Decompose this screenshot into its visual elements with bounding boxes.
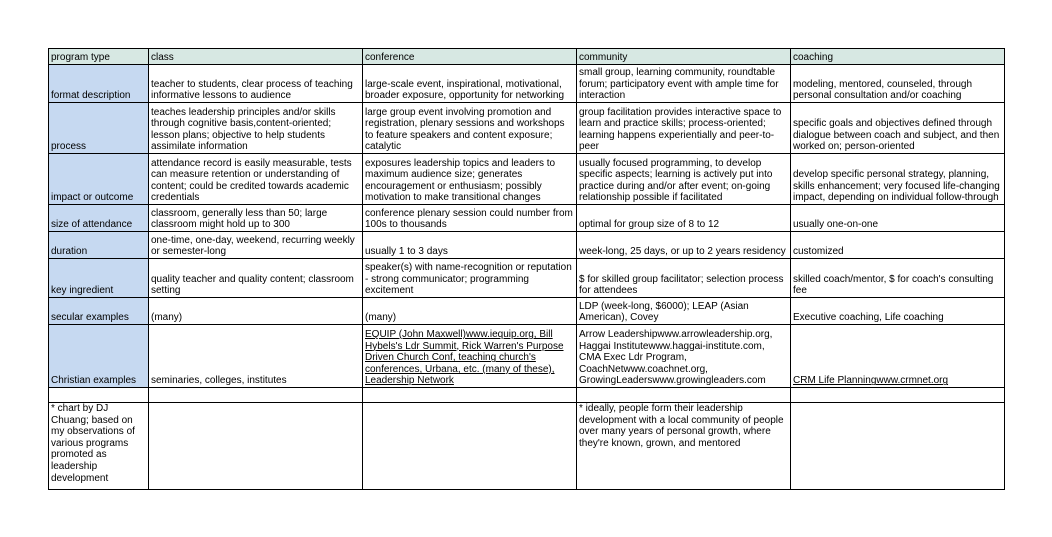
header-conference: conference <box>363 49 577 65</box>
empty-cell <box>363 403 577 490</box>
header-coaching: coaching <box>791 49 1005 65</box>
cell-conference: large-scale event, inspirational, motivational, broader exposure, opportunity for networking <box>363 65 577 103</box>
cell-coaching: modeling, mentored, counseled, through personal consultation and/or coaching <box>791 65 1005 103</box>
empty-cell <box>363 388 577 403</box>
row-label: size of attendance <box>49 205 149 232</box>
cell-conference: (many) <box>363 298 577 325</box>
cell-conference: large group event involving promotion and registration, plenary sessions and workshops to feature speakers and content exposure; catalytic <box>363 103 577 154</box>
row-label: impact or outcome <box>49 154 149 205</box>
cell-class: teaches leadership principles and/or skills through cognitive basis,content-oriented; lesson plans; objective to help students assimilate information <box>149 103 363 154</box>
header-class: class <box>149 49 363 65</box>
table-row <box>49 103 1005 154</box>
table-row <box>49 298 1005 325</box>
empty-cell <box>149 388 363 403</box>
cell-class: teacher to students, clear process of teaching informative lessons to audience <box>149 65 363 103</box>
empty-cell <box>577 388 791 403</box>
cell-coaching: skilled coach/mentor, $ for coach's consulting fee <box>791 259 1005 298</box>
cell-community: usually focused programming, to develop specific aspects; learning is actively put into practice during and/or after event; on-going relationship possible if facilitated <box>577 154 791 205</box>
row-label: duration <box>49 232 149 259</box>
cell-coaching: usually one-on-one <box>791 205 1005 232</box>
cell-conference: conference plenary session could number from 100s to thousands <box>363 205 577 232</box>
empty-cell <box>49 388 149 403</box>
cell-class: seminaries, colleges, institutes <box>149 325 363 388</box>
empty-cell <box>791 388 1005 403</box>
cell-class: (many) <box>149 298 363 325</box>
cell-conference[interactable] <box>363 325 577 388</box>
row-label: secular examples <box>49 298 149 325</box>
row-label: Christian examples <box>49 325 149 388</box>
christian-conference-links[interactable]: EQUIP (John Maxwell)www.iequip.org, Bill Hybels's Ldr Summit, Rick Warren's Purpose Driven Church Conf, teaching church's conferences, Urbana, etc. (many of these), Leadership Network <box>365 329 564 387</box>
cell-conference: speaker(s) with name-recognition or reputation - strong communicator; programming excitement <box>363 259 577 298</box>
cell-class: one-time, one-day, weekend, recurring weekly or semester-long <box>149 232 363 259</box>
table-row <box>49 205 1005 232</box>
cell-conference: exposures leadership topics and leaders to maximum audience size; generates encouragement or enthusiasm; possibly motivation to make transitional changes <box>363 154 577 205</box>
table-row <box>49 325 1005 388</box>
notes-row <box>49 403 1005 490</box>
cell-class: attendance record is easily measurable, tests can measure retention or understanding of content; could be credited towards academic credentials <box>149 154 363 205</box>
header-community: community <box>577 49 791 65</box>
program-comparison-table <box>48 48 1005 490</box>
cell-community: group facilitation provides interactive space to learn and practice skills; process-oriented; learning happens experientially and peer-to-peer <box>577 103 791 154</box>
cell-class: quality teacher and quality content; classroom setting <box>149 259 363 298</box>
cell-community: small group, learning community, roundtable forum; participatory event with ample time for interaction <box>577 65 791 103</box>
row-label: key ingredient <box>49 259 149 298</box>
table-row <box>49 259 1005 298</box>
table-row <box>49 232 1005 259</box>
cell-community: week-long, 25 days, or up to 2 years residency <box>577 232 791 259</box>
table-row <box>49 154 1005 205</box>
cell-coaching[interactable] <box>791 325 1005 388</box>
row-label: process <box>49 103 149 154</box>
cell-coaching: customized <box>791 232 1005 259</box>
cell-conference: usually 1 to 3 days <box>363 232 577 259</box>
cell-class: classroom, generally less than 50; large classroom might hold up to 300 <box>149 205 363 232</box>
community-note: * ideally, people form their leadership development with a local community of people over many years of personal growth, where they're known, grown, and mentored <box>577 403 791 490</box>
crm-life-planning-link[interactable]: CRM Life Planningwww.crmnet.org <box>793 375 949 387</box>
cell-coaching: Executive coaching, Life coaching <box>791 298 1005 325</box>
empty-cell <box>791 403 1005 490</box>
cell-community: LDP (week-long, $6000); LEAP (Asian American), Covey <box>577 298 791 325</box>
chart-credit-note: * chart by DJ Chuang; based on my observations of various programs promoted as leadership development <box>49 403 149 490</box>
spacer-row <box>49 388 1005 403</box>
header-row <box>49 49 1005 65</box>
empty-cell <box>149 403 363 490</box>
cell-coaching: develop specific personal strategy, planning, skills enhancement; very focused life-changing impact, depending on individual follow-through <box>791 154 1005 205</box>
table-row <box>49 65 1005 103</box>
cell-coaching: specific goals and objectives defined through dialogue between coach and subject, and then worked on; person-oriented <box>791 103 1005 154</box>
cell-community: optimal for group size of 8 to 12 <box>577 205 791 232</box>
cell-community: Arrow Leadershipwww.arrowleadership.org, Haggai Institutewww.haggai-institute.com, CMA Exec Ldr Program, CoachNetwww.coachnet.org, GrowingLeaderswww.growingleaders.com <box>577 325 791 388</box>
header-program-type: program type <box>49 49 149 65</box>
row-label: format description <box>49 65 149 103</box>
cell-community: $ for skilled group facilitator; selection process for attendees <box>577 259 791 298</box>
